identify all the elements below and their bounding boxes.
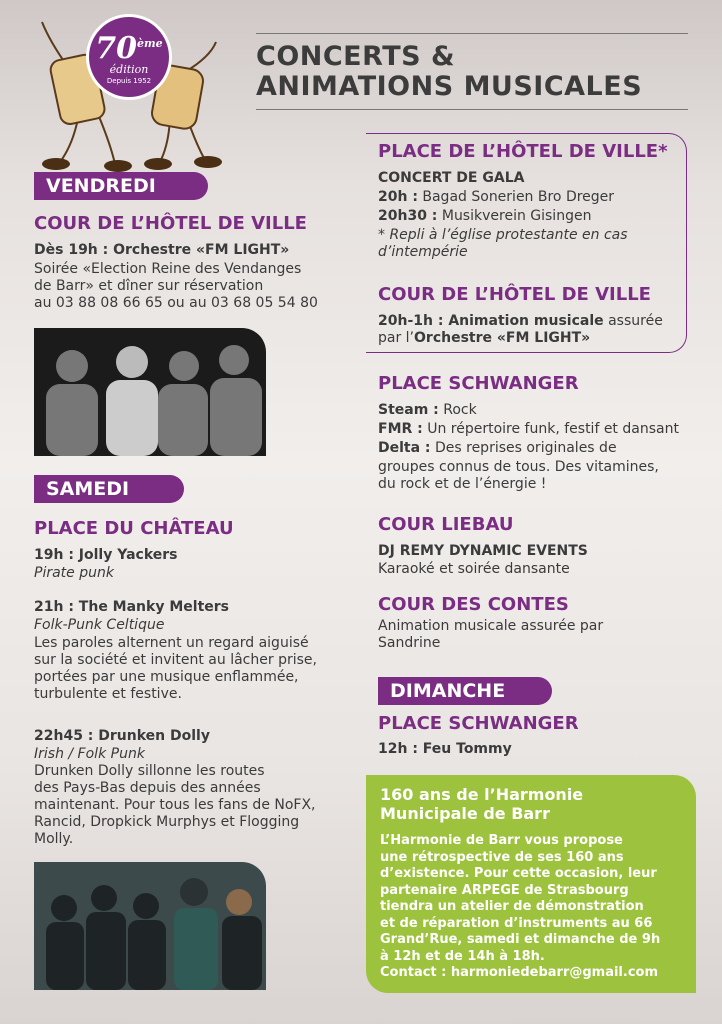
venue-place-hotel-de-ville: PLACE DE L’HÔTEL DE VILLE* bbox=[378, 141, 668, 162]
venue-place-schwanger-dimanche: PLACE SCHWANGER bbox=[378, 713, 579, 734]
band-photo-drunken-dolly bbox=[34, 862, 266, 990]
concert-de-gala-label: CONCERT DE GALA bbox=[378, 170, 525, 186]
harmonie-title: 160 ans de l’Harmonie Municipale de Barr bbox=[380, 785, 584, 823]
badge-edition: édition bbox=[109, 63, 149, 76]
vendredi-orchestre: Dès 19h : Orchestre «FM LIGHT» bbox=[34, 242, 290, 258]
harmonie-description: L’Harmonie de Barr vous propose une rétrospective de ses 160 ans d’existence. Pour cette occasion, leur partenaire ARPEGE de Strasbourg tiendra un atelier de démonstration et de réparation d’instruments au 66 Grand’Rue, samedi et dimanche de 9h à 12h et de 14h à 18h. Contact : harmoniedebarr@gmail.com bbox=[380, 833, 661, 980]
genre-jolly-yackers: Pirate punk bbox=[34, 565, 114, 581]
contes-description: Animation musicale assurée par Sandrine bbox=[378, 618, 604, 651]
venue-cour-liebau: COUR LIEBAU bbox=[378, 514, 514, 535]
desc-drunken-dolly: Drunken Dolly sillonne les routes des Pays-Bas depuis des années maintenant. Pour tous les fans de NoFX, Rancid, Dropkick Murphys et Flogging Molly. bbox=[34, 763, 316, 847]
liebau-karaoke: Karaoké et soirée dansante bbox=[378, 561, 570, 577]
schwanger-item-steam: Steam : Rock bbox=[378, 402, 477, 418]
page-title: CONCERTS & ANIMATIONS MUSICALES bbox=[256, 41, 643, 102]
harmonie-contact: Contact : harmoniedebarr@gmail.com bbox=[380, 965, 659, 980]
act-drunken-dolly: 22h45 : Drunken Dolly bbox=[34, 728, 210, 744]
venue-place-schwanger: PLACE SCHWANGER bbox=[378, 373, 579, 394]
gala-weather-note: * Repli à l’église protestante en cas d’intempérie bbox=[378, 227, 628, 260]
gala-item-musikverein: 20h30 : Musikverein Gisingen bbox=[378, 208, 592, 224]
genre-manky-melters: Folk-Punk Celtique bbox=[34, 617, 165, 633]
act-manky-melters: 21h : The Manky Melters bbox=[34, 599, 229, 615]
harmonie-info-box bbox=[366, 775, 696, 993]
genre-drunken-dolly: Irish / Folk Punk bbox=[34, 746, 145, 762]
act-jolly-yackers: 19h : Jolly Yackers bbox=[34, 547, 178, 563]
badge-since: Depuis 1952 bbox=[106, 77, 152, 85]
liebau-dj: DJ REMY DYNAMIC EVENTS bbox=[378, 543, 588, 559]
title-rule-top bbox=[256, 33, 688, 34]
desc-manky-melters: Les paroles alternent un regard aiguisé sur la société et invitent au lâcher prise, portées par une musique enflammée, turbulente et festive. bbox=[34, 635, 317, 702]
cour-hotel-animation: 20h-1h : Animation musicale assurée par l’Orchestre «FM LIGHT» bbox=[378, 313, 663, 346]
dimanche-feu-tommy: 12h : Feu Tommy bbox=[378, 741, 512, 757]
schwanger-delta-continued: groupes connus de tous. Des vitamines, du rock et de l’énergie ! bbox=[378, 459, 659, 492]
title-rule-bottom bbox=[256, 109, 688, 110]
venue-cour-des-contes: COUR DES CONTES bbox=[378, 594, 569, 615]
venue-cour-hotel-de-ville-vendredi: COUR DE L’HÔTEL DE VILLE bbox=[34, 213, 307, 234]
day-banner-dimanche: DIMANCHE bbox=[378, 677, 552, 705]
band-photo-fm-light bbox=[34, 328, 266, 456]
schwanger-item-delta: Delta : Des reprises originales de bbox=[378, 440, 617, 456]
vendredi-description: Soirée «Election Reine des Vendanges de Barr» et dîner sur réservation au 03 88 08 66 65 ou au 03 68 05 54 80 bbox=[34, 261, 318, 311]
venue-place-du-chateau: PLACE DU CHÂTEAU bbox=[34, 518, 234, 539]
gala-item-bagad: 20h : Bagad Sonerien Bro Dreger bbox=[378, 189, 615, 205]
day-banner-vendredi: VENDREDI bbox=[34, 172, 208, 200]
day-banner-samedi: SAMEDI bbox=[34, 475, 184, 503]
venue-cour-hotel-de-ville-samedi: COUR DE L’HÔTEL DE VILLE bbox=[378, 284, 651, 305]
badge-number: 70ème bbox=[95, 31, 163, 66]
schwanger-item-fmr: FMR : Un répertoire funk, festif et dansant bbox=[378, 421, 679, 437]
70th-edition-badge bbox=[86, 14, 172, 100]
